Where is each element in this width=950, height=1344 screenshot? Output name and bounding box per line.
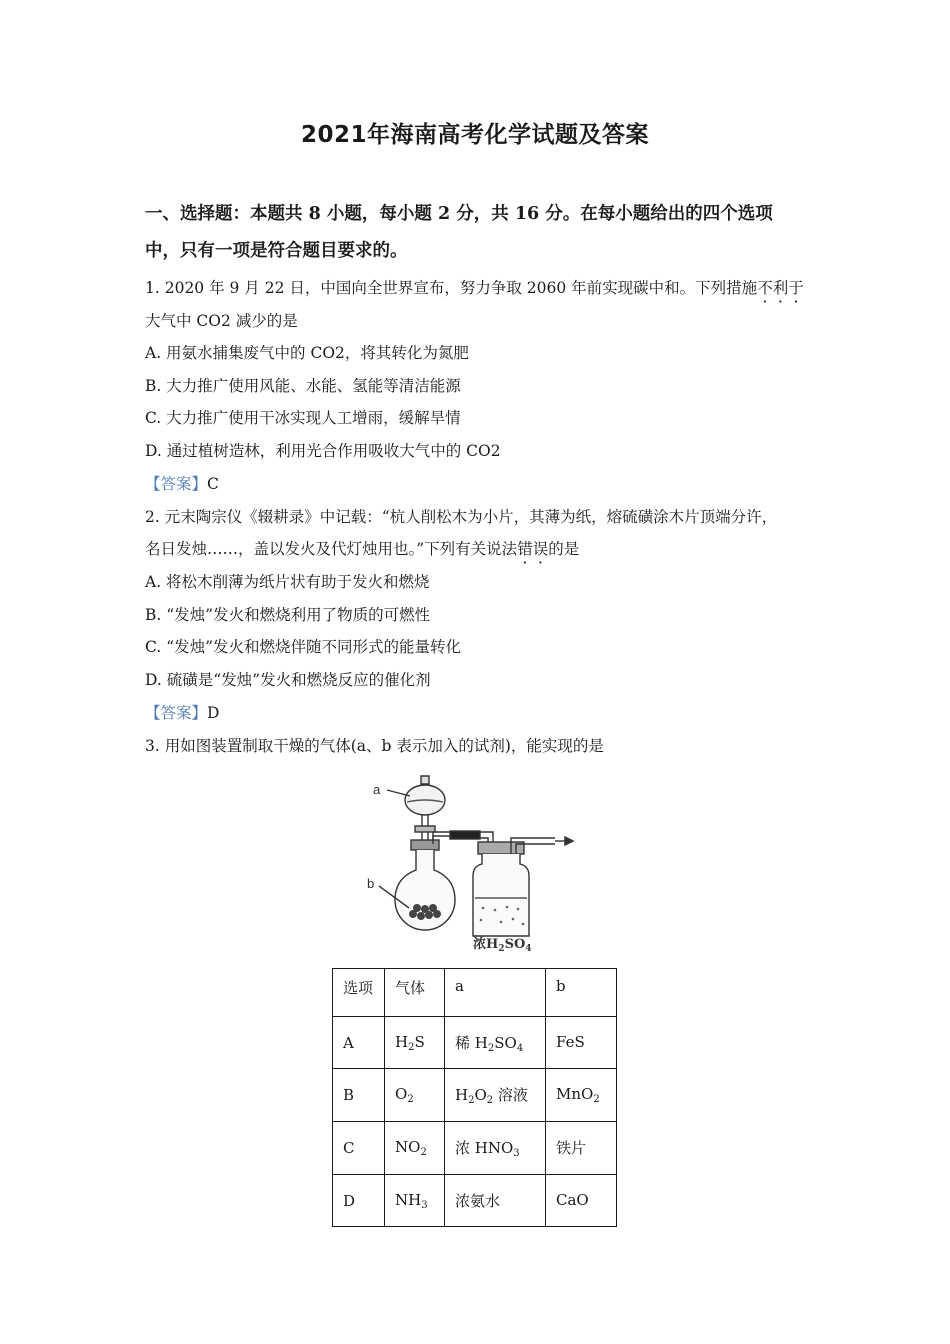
label-b: b xyxy=(367,876,375,891)
table-cell: $NH_3$ xyxy=(385,1175,445,1227)
label-a: a xyxy=(373,782,381,797)
q1-option-c: C. 大力推广使用干冰实现人工增雨，缓解旱情 xyxy=(145,409,461,427)
q1-option-a: A. 用氨水捕集废气中的 CO2，将其转化为氮肥 xyxy=(145,344,469,362)
emphasis-dot-char: 错 xyxy=(517,540,533,558)
q1-stem-line2: 大气中 CO2 减少的是 xyxy=(145,312,298,330)
answer-tag: 【答案】 xyxy=(145,704,208,722)
section-heading-choice xyxy=(145,196,815,270)
q2-answer xyxy=(145,702,219,724)
q2-option-b: B. “发烛”发火和燃烧利用了物质的可燃性 xyxy=(145,606,431,624)
table-cell: 浓 $HNO_3$ xyxy=(445,1122,546,1175)
table-cell: 铁片 xyxy=(546,1122,617,1175)
q3-stem: 3. 用如图装置制取干燥的气体(a、b 表示加入的试剂)，能实现的是 xyxy=(145,737,604,755)
table-row xyxy=(333,1175,617,1227)
q2-stem-line2 xyxy=(145,538,579,560)
q1-option-b: B. 大力推广使用风能、水能、氢能等清洁能源 xyxy=(145,377,461,395)
rubber-connector xyxy=(450,831,480,839)
table-cell: D xyxy=(333,1175,385,1227)
table-cell: FeS xyxy=(546,1017,617,1069)
table-cell: MnO$_2$ xyxy=(546,1069,617,1122)
reagent-table xyxy=(332,968,617,1227)
emphasis-dot-char: 于 xyxy=(788,279,804,297)
table-cell: 稀 $H_2SO_4$ xyxy=(445,1017,546,1069)
apparatus-diagram xyxy=(355,768,585,953)
flask-stopper xyxy=(411,840,439,850)
section-heading-line2: 中，只有一项是符合题目要求的。 xyxy=(145,241,408,261)
table-cell: CaO xyxy=(546,1175,617,1227)
round-bottom-flask xyxy=(395,850,455,930)
q2-stem-text-tail: 的是 xyxy=(548,540,580,558)
wash-bottle xyxy=(473,854,529,936)
answer-value: D xyxy=(207,704,220,722)
emphasis-dot-char: 不 xyxy=(757,279,773,297)
section-heading-line1: 一、选择题：本题共 8 小题，每小题 2 分，共 16 分。在每小题给出的四个选项 xyxy=(145,204,773,224)
table-cell: $H_2O_2$ 溶液 xyxy=(445,1069,546,1122)
table-header: 气体 xyxy=(385,969,445,1017)
q2-option-c: C. “发烛”发火和燃烧伴随不同形式的能量转化 xyxy=(145,638,462,656)
table-header: a xyxy=(445,969,546,1017)
table-cell: A xyxy=(333,1017,385,1069)
table-cell: B xyxy=(333,1069,385,1122)
label-conc-sulfuric-acid: 浓$H_2SO_4$ xyxy=(473,937,532,953)
q2-stem-line1: 2. 元末陶宗仪《辍耕录》中记载：“杭人削松木为小片，其薄为纸，熔硫磺涂木片顶端分许， xyxy=(145,508,778,526)
emphasis-dot-char: 误 xyxy=(532,540,549,558)
answer-tag: 【答案】 xyxy=(145,475,208,493)
table-row xyxy=(333,1017,617,1069)
q1-answer xyxy=(145,473,219,495)
table-cell: C xyxy=(333,1122,385,1175)
table-cell: $NO_2$ xyxy=(385,1122,445,1175)
q1-option-d: D. 通过植树造林，利用光合作用吸收大气中的 CO2 xyxy=(145,442,501,460)
funnel-stopper xyxy=(421,776,429,784)
stopcock xyxy=(415,826,435,832)
table-header: 选项 xyxy=(333,969,385,1017)
q1-stem-text: 1. 2020 年 9 月 22 日，中国向全世界宣布，努力争取 2060 年前实现碳中和。下列措施 xyxy=(145,279,758,297)
table-row xyxy=(333,1069,617,1122)
table-cell: $O_2$ xyxy=(385,1069,445,1122)
table-header-row xyxy=(333,969,617,1017)
q2-option-a: A. 将松木削薄为纸片状有助于发火和燃烧 xyxy=(145,573,430,591)
answer-value: C xyxy=(207,475,219,493)
q2-stem-text: 名日发烛……，盖以发火及代灯烛用也。”下列有关说法 xyxy=(145,540,518,558)
table-header: b xyxy=(546,969,617,1017)
page-title: 2021年海南高考化学试题及答案 xyxy=(300,122,649,148)
q1-stem-line1 xyxy=(145,277,804,299)
q2-option-d: D. 硫磺是“发烛”发火和燃烧反应的催化剂 xyxy=(145,671,431,689)
emphasis-dot-char: 利 xyxy=(772,279,789,297)
table-cell: $H_2S$ xyxy=(385,1017,445,1069)
table-row xyxy=(333,1122,617,1175)
table-cell: 浓氨水 xyxy=(445,1175,546,1227)
